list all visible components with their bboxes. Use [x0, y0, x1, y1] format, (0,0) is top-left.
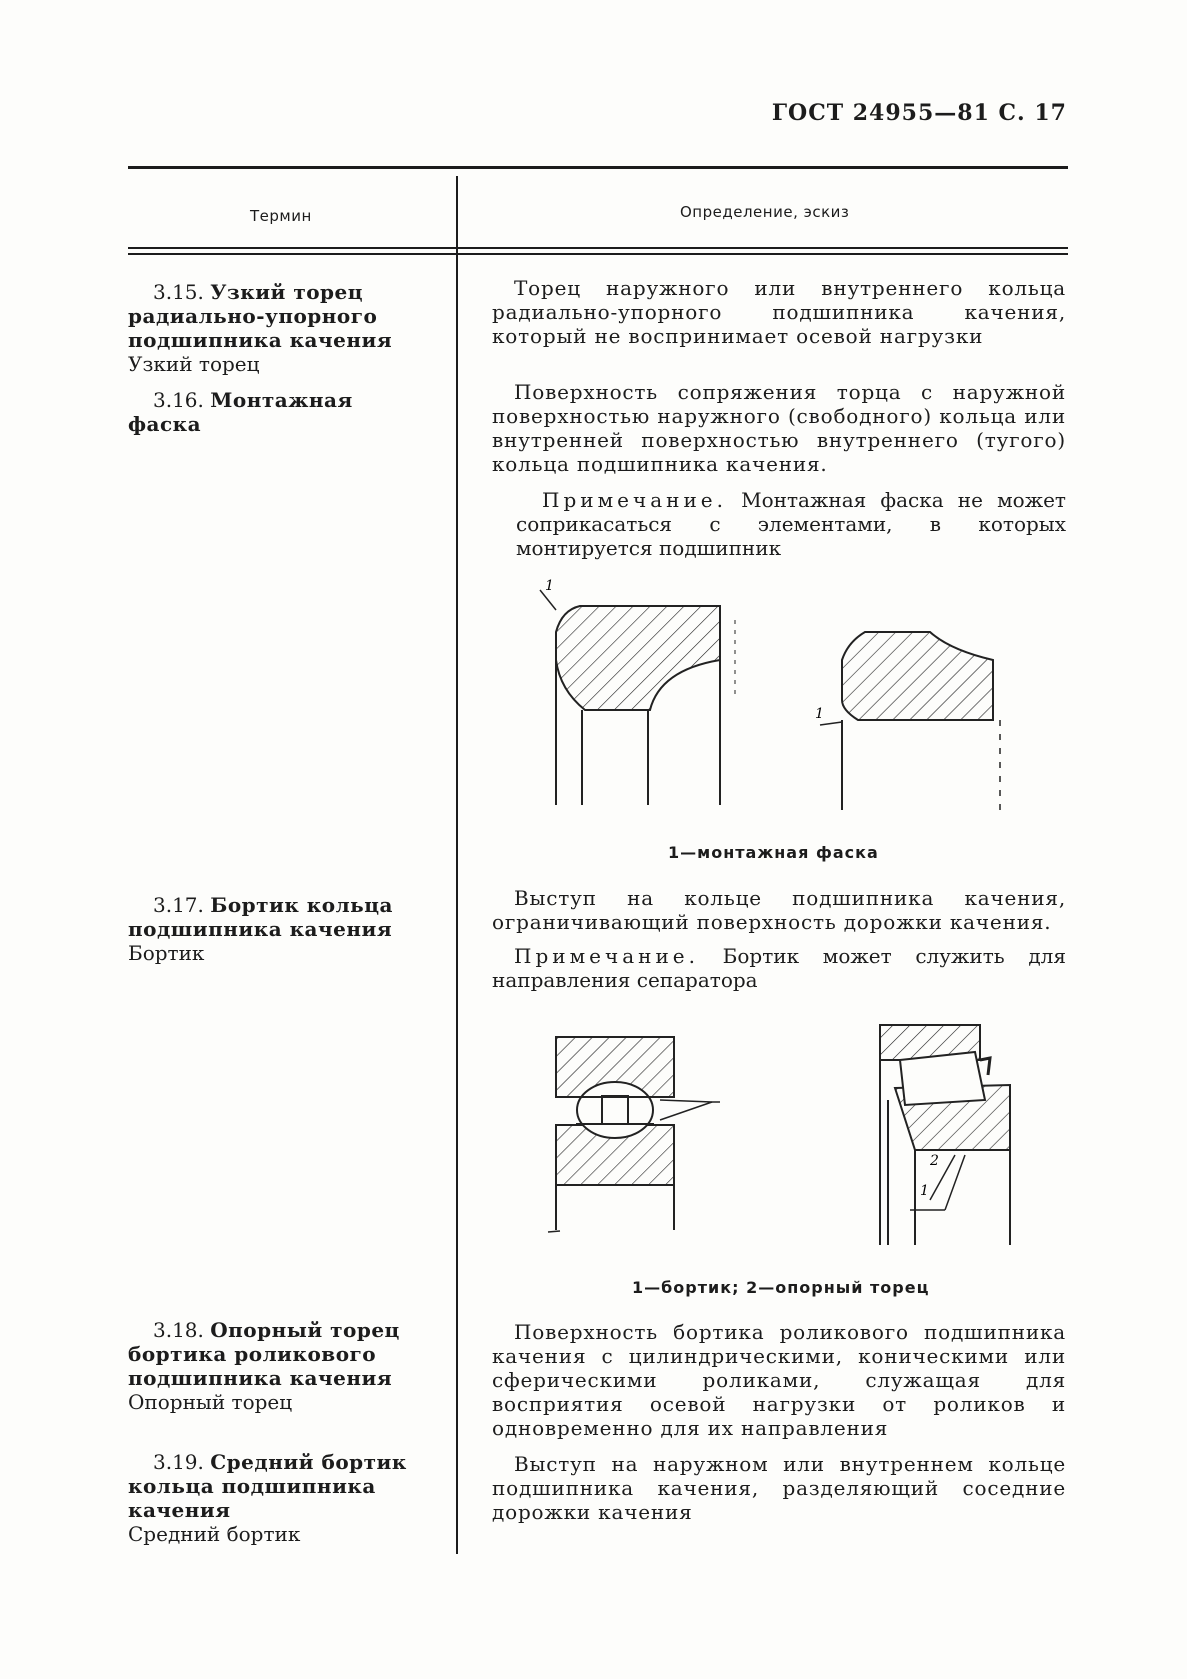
ball-bearing-section [548, 1037, 720, 1232]
term-3-18 [128, 1318, 413, 1414]
note-text: Монтажная фаска не может соприкасаться с элементами, в которых монтируется подшипник [516, 488, 1066, 560]
figure-label-1a: 1 [545, 578, 554, 594]
definition-text: Выступ на кольце подшипника качения, ограничивающий поверхность дорожки качения. [492, 886, 1066, 934]
table-column-divider [456, 176, 458, 1554]
table-head-rule-2 [128, 253, 1068, 255]
definition-3-15 [492, 276, 1066, 348]
note-label: Примечание. [514, 944, 699, 968]
page-header: ГОСТ 24955—81 С. 17 [771, 100, 1067, 126]
figure-label-1b: 1 [815, 706, 824, 722]
definition-text: Поверхность бортика роликового подшипника качения с цилиндрическими, коническими или сферическими роликами, служащая для восприятия осевой нагрузки от роликов и одновременно для их направления [492, 1320, 1066, 1440]
definition-3-17 [492, 886, 1066, 934]
term-name: Бортик кольца подшипника качения [128, 893, 393, 941]
term-short: Бортик [128, 941, 205, 965]
term-number: 3.17. [153, 893, 204, 917]
note-text: Бортик может служить для направления сепаратора [492, 944, 1067, 992]
term-3-17 [128, 893, 413, 965]
term-short: Узкий торец [128, 352, 260, 376]
definition-text: Выступ на наружном или внутреннем кольце подшипника качения, разделяющий соседние дорожки качения [492, 1452, 1066, 1524]
term-3-15 [128, 280, 413, 376]
term-number: 3.18. [153, 1318, 204, 1342]
term-short: Средний бортик [128, 1522, 301, 1546]
caption-3-16: 1—монтажная фаска [668, 843, 879, 862]
term-name: Опорный торец бортика роликового подшипника качения [128, 1318, 400, 1390]
column-head-definition: Определение, эскиз [680, 203, 850, 221]
term-number: 3.19. [153, 1450, 204, 1474]
table-head-rule-1 [128, 247, 1068, 249]
term-name: Монтажная фаска [128, 388, 353, 436]
term-short: Опорный торец [128, 1390, 293, 1414]
tapered-roller-bearing-section [880, 1025, 1010, 1245]
definition-3-19 [492, 1452, 1066, 1524]
definition-3-16 [492, 380, 1066, 476]
figure-label-1c: 1 [920, 1183, 929, 1199]
note-label: Примечание. [542, 488, 727, 512]
caption-3-17: 1—бортик; 2—опорный торец [632, 1278, 930, 1297]
term-name: Средний бортик кольца подшипника качения [128, 1450, 407, 1522]
note-3-16 [516, 488, 1066, 560]
term-3-16 [128, 388, 413, 436]
definition-text: Торец наружного или внутреннего кольца радиально-упорного подшипника качения, который не воспринимает осевой нагрузки [492, 276, 1066, 348]
term-number: 3.16. [153, 388, 204, 412]
note-3-17 [492, 944, 1066, 992]
column-head-term: Термин [250, 207, 312, 225]
inner-ring-section-right [820, 632, 1000, 810]
definition-text: Поверхность сопряжения торца с наружной поверхностью наружного (свободного) кольца или внутренней поверхностью внутреннего (тугого) кольца подшипника качения. [492, 380, 1066, 476]
term-3-19 [128, 1450, 413, 1546]
outer-ring-section-left [540, 590, 735, 805]
table-top-rule [128, 166, 1068, 169]
figure-label-2: 2 [930, 1153, 939, 1169]
term-number: 3.15. [153, 280, 204, 304]
definition-3-18 [492, 1320, 1066, 1440]
term-name: Узкий торец радиально-упорного подшипника качения [128, 280, 393, 352]
